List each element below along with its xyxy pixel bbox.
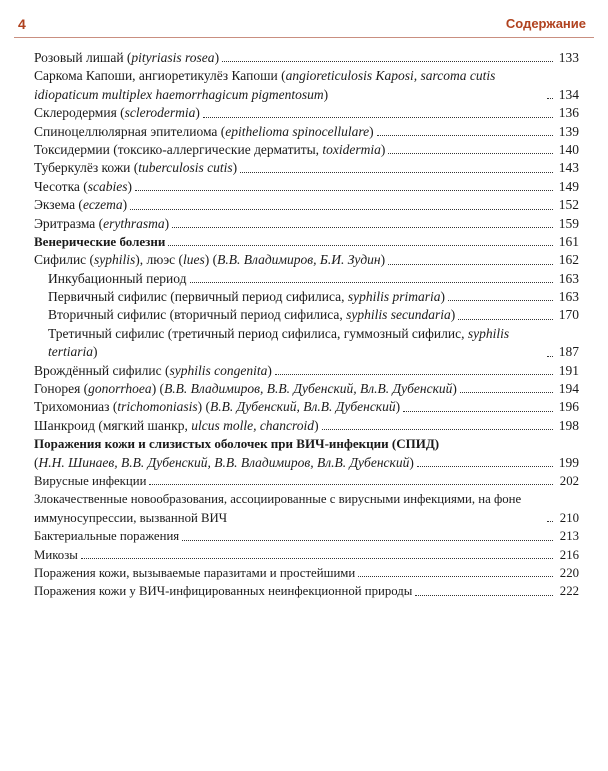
toc-entry-title <box>34 380 457 398</box>
toc-page-number: 202 <box>559 474 579 488</box>
toc-title-part: ) ( <box>151 381 165 397</box>
toc-page-number: 133 <box>558 49 579 65</box>
toc-title-part: ) <box>314 417 319 433</box>
toc-entry[interactable] <box>34 67 579 104</box>
toc-entry[interactable] <box>34 306 579 324</box>
toc-title-part: Третичный сифилис (третичный период сифилиса, гуммозный сифилис, <box>48 325 468 341</box>
toc-entry-title <box>34 141 385 159</box>
toc-entry[interactable] <box>34 398 579 416</box>
toc-leader-dots <box>172 227 553 228</box>
toc-page-number: 191 <box>558 362 579 378</box>
toc-entry-title <box>34 123 374 141</box>
toc-entry-title <box>34 159 237 177</box>
toc-leader-dots <box>460 392 553 393</box>
toc-title-part: Вторичный сифилис (вторичный период сифилиса, <box>48 307 347 323</box>
toc-leader-dots <box>547 98 553 99</box>
toc-entry[interactable] <box>34 178 579 196</box>
toc-page-number: 210 <box>559 510 579 525</box>
toc-title-part: Розовый лишай ( <box>34 49 132 65</box>
toc-entry[interactable] <box>34 417 579 435</box>
toc-entry[interactable] <box>34 564 579 582</box>
toc-title-part: eczema <box>82 197 123 213</box>
toc-entry[interactable] <box>34 472 579 490</box>
toc-leader-dots <box>81 558 553 559</box>
toc-title-part: ulcus molle, chancroid <box>191 417 315 433</box>
toc-title-part: Шанкроид (мягкий шанкр, <box>34 417 192 433</box>
toc-page-number: 220 <box>559 565 579 580</box>
toc-title-part: ) <box>440 289 446 305</box>
toc-title-part: Поражения кожи и слизистых оболочек при ВИЧ-инфекции (СПИД) <box>34 436 440 452</box>
toc-title-part: ) <box>232 160 238 176</box>
toc-entry[interactable] <box>34 104 579 122</box>
toc-title-part: ) <box>195 105 200 121</box>
toc-entry[interactable] <box>34 435 579 453</box>
toc-leader-dots <box>322 429 553 430</box>
toc-title-part: ) <box>214 49 220 65</box>
toc-title-part: Поражения кожи у ВИЧ-инфицированных неинфекционной природы <box>34 584 413 599</box>
toc-leader-dots <box>388 153 553 154</box>
page-number: 4 <box>18 16 26 32</box>
toc-title-part: Бактериальные поражения <box>34 529 180 544</box>
toc-leader-dots <box>168 245 553 246</box>
toc-entry-title <box>34 288 445 306</box>
toc-leader-dots <box>135 190 553 191</box>
toc-title-part: Сифилис ( <box>34 252 95 268</box>
toc-title-part: Чесотка ( <box>34 178 88 194</box>
toc-title-part: Вирусные инфекции <box>34 474 147 488</box>
toc-title-part: syphilis <box>94 252 136 268</box>
toc-title-part: ), люэс ( <box>135 252 184 268</box>
toc-entry[interactable] <box>34 288 579 306</box>
toc-entry-title <box>34 196 127 214</box>
toc-leader-dots <box>448 300 553 301</box>
toc-title-part: syphilis primaria <box>347 289 441 305</box>
toc-entry[interactable] <box>34 123 579 141</box>
toc-page-number: 216 <box>559 547 579 562</box>
toc-title-part: ) <box>164 215 170 231</box>
toc-entry-title <box>34 270 187 288</box>
toc-entry-title <box>34 490 544 527</box>
toc-title-part: ) <box>127 178 133 194</box>
toc-entry-title <box>34 325 544 362</box>
toc-entry-title <box>34 362 272 380</box>
toc-entry-title <box>34 582 412 600</box>
toc-page-number: 194 <box>558 381 579 397</box>
toc-page-number: 196 <box>558 399 579 415</box>
toc-title-part: toxidermia <box>322 141 381 157</box>
toc-entry[interactable] <box>34 490 579 527</box>
toc-title-part: Экзема ( <box>34 197 83 213</box>
toc-leader-dots <box>415 595 553 596</box>
toc-leader-dots <box>417 466 553 467</box>
toc-leader-dots <box>130 209 553 210</box>
toc-page-number: 149 <box>558 178 579 194</box>
toc-page-number: 222 <box>559 584 579 599</box>
toc-page-number: 134 <box>558 86 579 102</box>
toc-title-part: ) <box>409 454 414 470</box>
toc-title-part: Венерические болезни <box>34 233 166 249</box>
toc-entry[interactable] <box>34 215 579 233</box>
toc-title-part: ) <box>323 86 329 102</box>
toc-title-part: ) <box>93 344 98 360</box>
toc-title-part: Туберкулёз кожи ( <box>34 160 139 176</box>
toc-entry-title <box>34 564 355 582</box>
toc-leader-dots <box>203 117 553 118</box>
toc-leader-dots <box>377 135 553 136</box>
toc-title-part: Склеродермия ( <box>34 105 125 121</box>
toc-page-number: 159 <box>558 215 579 231</box>
toc-leader-dots <box>190 282 553 283</box>
toc-entry-title <box>34 215 169 233</box>
toc-leader-dots <box>403 411 553 412</box>
toc-entry[interactable] <box>34 527 579 545</box>
toc-title-part: erythrasma <box>103 215 165 231</box>
toc-title-part: angioreticulosis Kaposi, sarcoma cutis idiopaticum multiplex haemorrhagicum pigmentosum <box>34 68 496 102</box>
toc-leader-dots <box>149 484 553 485</box>
toc-entry-title <box>34 546 78 564</box>
toc-title-part: В.В. Дубенский, Вл.В. Дубенский <box>210 399 396 415</box>
toc-title-part: Спиноцеллюлярная эпителиома ( <box>34 123 226 139</box>
toc-title-part: ) <box>380 252 386 268</box>
toc-title-part: ) <box>452 381 457 397</box>
toc-entry-title <box>34 472 146 490</box>
toc-title-part: Саркома Капоши, ангиоретикулёз Капоши ( <box>34 68 286 84</box>
toc-page-number: 140 <box>558 141 579 157</box>
toc-entry-title <box>34 104 200 122</box>
toc-leader-dots <box>222 61 553 62</box>
toc-entry[interactable] <box>34 380 579 398</box>
toc-entry[interactable] <box>34 362 579 380</box>
toc-title-part: epithelioma spinocellulare <box>225 123 370 139</box>
toc-leader-dots <box>240 172 553 173</box>
toc-entry[interactable] <box>34 159 579 177</box>
toc-entry-title <box>34 49 219 67</box>
toc-entry-title <box>34 398 400 416</box>
toc-title-part: ) <box>380 141 386 157</box>
toc-title-part: scabies <box>87 178 128 194</box>
toc-title-part: Трихомониаз ( <box>34 399 118 415</box>
toc-title-part: Микозы <box>34 547 78 562</box>
toc-title-part: gonorrhoea <box>88 381 152 397</box>
toc-entry-title <box>34 233 165 251</box>
toc-entry[interactable] <box>34 582 579 600</box>
toc-title-part: tuberculosis cutis <box>138 160 233 176</box>
toc-page-number: 162 <box>558 252 579 268</box>
toc-entry[interactable] <box>34 546 579 564</box>
toc-page-number: 163 <box>558 289 579 305</box>
toc-title-part: sclerodermia <box>124 105 196 121</box>
toc-title-part: pityriasis rosea <box>131 49 215 65</box>
toc-entry-title <box>34 178 132 196</box>
toc-page-number: 152 <box>558 197 579 213</box>
toc-leader-dots <box>547 521 553 522</box>
toc-leader-dots <box>458 319 553 320</box>
toc-entry[interactable] <box>34 233 579 251</box>
toc-entry-title <box>34 454 414 472</box>
toc-title-part: syphilis congenita <box>169 362 268 378</box>
toc-title-part: В.В. Владимиров, Б.И. Зудин <box>217 252 381 268</box>
section-title: Содержание <box>505 16 586 31</box>
toc-title-part: trichomoniasis <box>117 399 198 415</box>
toc-title-part: ) <box>122 197 128 213</box>
toc-title-part: ) <box>395 399 401 415</box>
toc-title-part: Н.Н. Шинаев, В.В. Дубенский, В.В. Владимиров, Вл.В. Дубенский <box>38 454 410 470</box>
toc-leader-dots <box>275 374 553 375</box>
toc-title-part: ) <box>450 307 456 323</box>
toc-page-number: 163 <box>558 270 579 286</box>
toc-entry[interactable] <box>34 49 579 67</box>
toc-title-part: Поражения кожи, вызываемые паразитами и простейшими <box>34 565 356 580</box>
toc-page-number: 170 <box>558 307 579 323</box>
toc-page-number: 213 <box>559 529 579 544</box>
toc-title-part: В.В. Владимиров, В.В. Дубенский, Вл.В. Дубенский <box>164 381 453 397</box>
toc-page-number: 199 <box>558 454 579 470</box>
toc-page-number: 161 <box>558 233 579 249</box>
toc-leader-dots <box>547 356 553 357</box>
toc-title-part: Токсидермии (токсико-аллергические дерматиты, <box>34 141 323 157</box>
toc-title-part: ) ( <box>197 399 211 415</box>
toc-title-part: ) <box>369 123 374 139</box>
toc-leader-dots <box>388 264 553 265</box>
toc-entry[interactable] <box>34 270 579 288</box>
toc-title-part: Эритразма ( <box>34 215 104 231</box>
toc-title-part: ( <box>34 454 39 470</box>
toc-entry[interactable] <box>34 325 579 362</box>
toc-title-part: lues <box>183 252 205 268</box>
toc-title-part: ) <box>267 362 272 378</box>
toc-title-part: Злокачественные новообразования, ассоциированные с вирусными инфекциями, на фоне иммуносупрессии, вызванной ВИЧ <box>34 492 522 525</box>
toc-page-number: 139 <box>558 123 579 139</box>
toc-entry-title <box>34 251 385 269</box>
toc-title-part: ) ( <box>204 252 218 268</box>
toc-page-number: 198 <box>558 417 579 433</box>
toc-page-number: 136 <box>558 105 579 121</box>
header-rule <box>14 37 594 38</box>
toc-entry[interactable] <box>34 454 579 472</box>
toc-page-number: 187 <box>558 344 579 360</box>
toc-title-part: syphilis secundaria <box>346 307 451 323</box>
toc-leader-dots <box>182 540 553 541</box>
toc-title-part: syphilis tertiaria <box>48 325 510 360</box>
toc-entry-title <box>34 435 439 453</box>
toc-entry-title <box>34 306 455 324</box>
toc-entry[interactable] <box>34 141 579 159</box>
toc-leader-dots <box>358 576 553 577</box>
toc-title-part: Инкубационный период <box>48 270 187 286</box>
toc-entry-title <box>34 67 544 104</box>
toc-entry-title <box>34 527 179 545</box>
toc-title-part: Первичный сифилис (первичный период сифилиса, <box>48 289 348 305</box>
toc-entry[interactable] <box>34 251 579 269</box>
toc-title-part: Гонорея ( <box>34 381 89 397</box>
table-of-contents <box>34 49 579 601</box>
toc-entry[interactable] <box>34 196 579 214</box>
toc-title-part: Врождённый сифилис ( <box>34 362 170 378</box>
toc-page-number: 143 <box>558 160 579 176</box>
toc-entry-title <box>34 417 319 435</box>
